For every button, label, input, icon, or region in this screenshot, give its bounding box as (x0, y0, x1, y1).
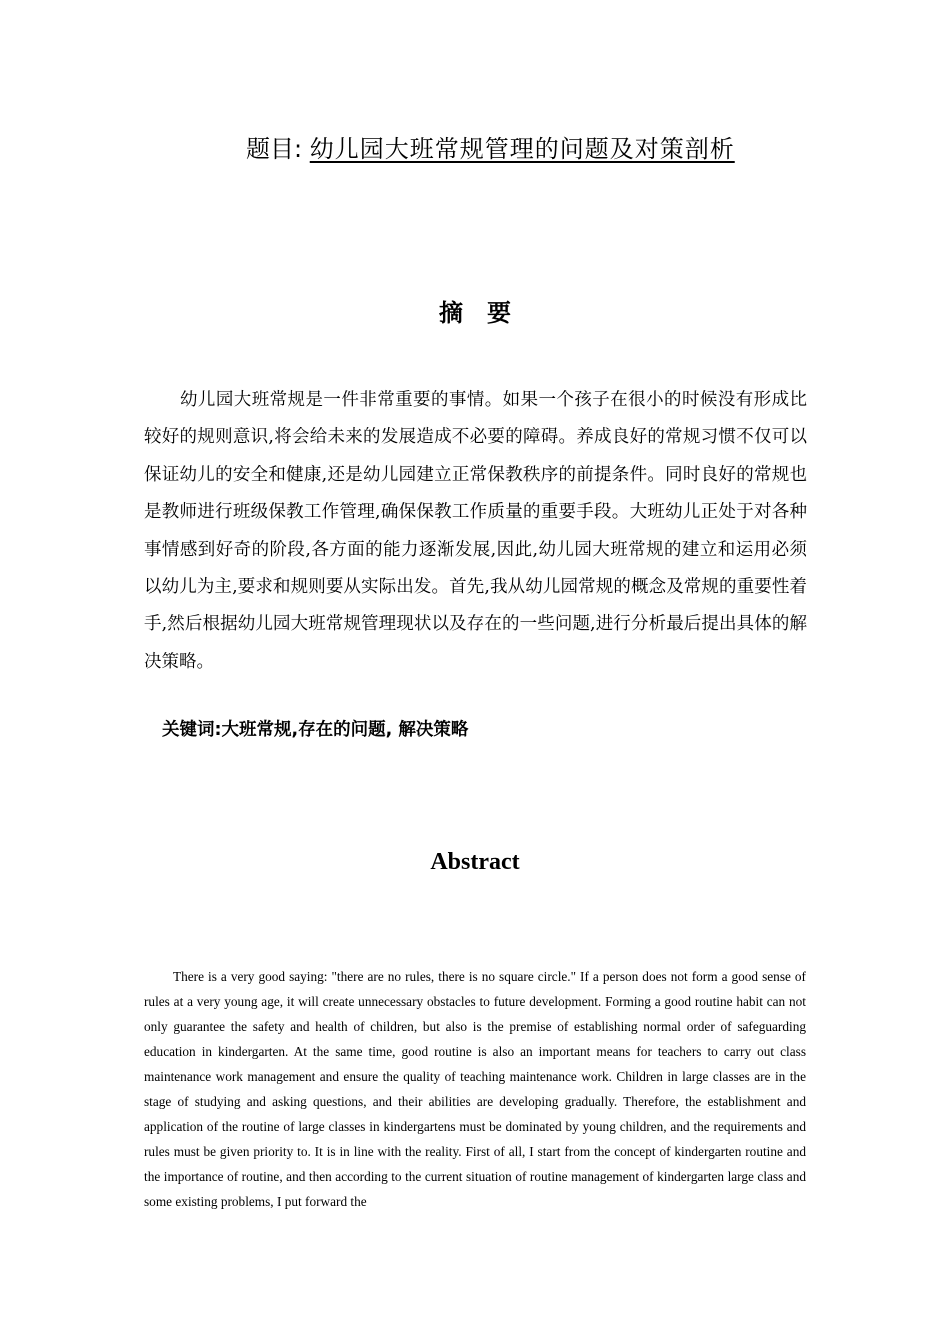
title-text: 幼儿园大班常规管理的问题及对策剖析 (309, 135, 735, 163)
english-abstract-body: There is a very good saying: "there are no rules, there is no square circle." If a person does not form a good sense of rules at a very young age, it will create unnecessary obstacles to future development. Forming a good routine habit can not only guarantee the safety and health of children, but also is the premise of establishing normal order of safeguarding education in kindergarten. At the same time, good routine is also an important means for teachers to carry out class maintenance work management and ensure the quality of teaching maintenance work. Children in large classes are in the stage of studying and asking questions, and their abilities are developing gradually. Therefore, the establishment and application of the routine of large classes in kindergartens must be dominated by young children, and the requirements and rules must be given priority to. It is in line with the reality. First of all, I start from the concept of kindergarten routine and the importance of routine, and then according to the current situation of routine management of kindergarten large class and some existing problems, I put forward the (144, 969, 806, 1209)
title-prefix: 题目: (246, 135, 303, 163)
english-abstract-heading: Abstract (430, 849, 520, 875)
chinese-abstract-heading: 摘要 (439, 299, 535, 327)
chinese-abstract-body: 幼儿园大班常规是一件非常重要的事情。如果一个孩子在很小的时候没有形成比较好的规则意识,将会给未来的发展造成不必要的障碍。养成良好的常规习惯不仅可以保证幼儿的安全和健康,还是幼儿园建立正常保教秩序的前提条件。同时良好的常规也是教师进行班级保教工作管理,确保保教工作质量的重要手段。大班幼儿正处于对各种事情感到好奇的阶段,各方面的能力逐渐发展,因此,幼儿园大班常规的建立和运用必须以幼儿为主,要求和规则要从实际出发。首先,我从幼儿园常规的概念及常规的重要性着手,然后根据幼儿园大班常规管理现状以及存在的一些问题,进行分析最后提出具体的解决策略。 (144, 390, 807, 672)
paper-title (246, 132, 735, 166)
keywords: 关键词:大班常规,存在的问题, 解决策略 (162, 720, 469, 740)
